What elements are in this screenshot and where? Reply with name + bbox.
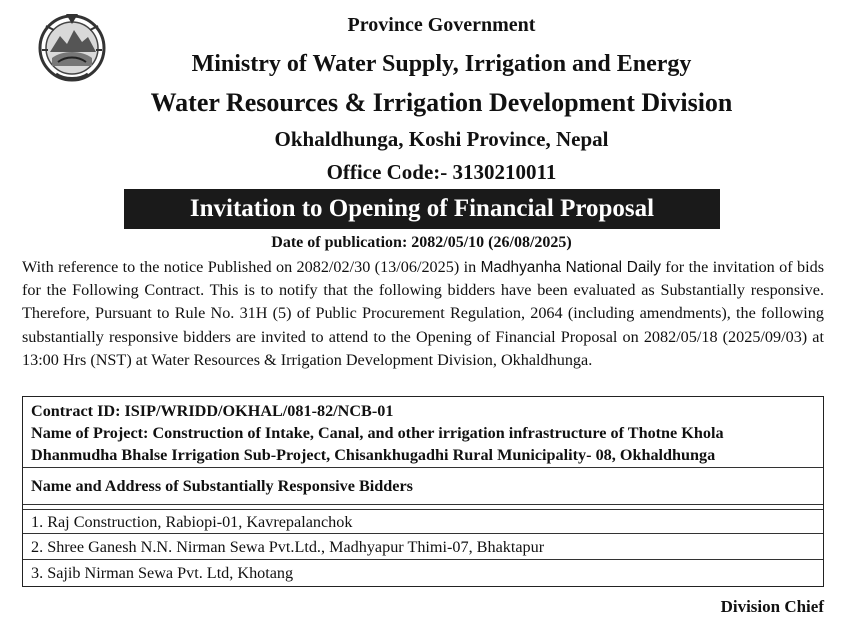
notice-body-part2: for the invitation of bids for the Following Contract. This is to notify that the following bidders have been evaluated as Substantially responsive. Therefore, Pursuant to Rule No. 31H (5) of Public Procurement Regulation, 2064 (including amendments), the following substantially responsive bidders are invited to attend to the Opening of Financial Proposal on 2082/05/18 (2025/09/03) at 13:00 Hrs (NST) at Water Resources & Irrigation Development Division, Okhaldhunga.: [22, 258, 829, 369]
signoff-division-chief: Division Chief: [720, 597, 824, 616]
division-heading: Water Resources & Irrigation Development Division: [150, 88, 733, 117]
location-heading: Okhaldhunga, Koshi Province, Nepal: [274, 127, 609, 151]
office-code: Office Code:- 3130210011: [326, 160, 557, 184]
bidders-heading: Name and Address of Substantially Responsive Bidders: [23, 468, 823, 505]
newspaper-name: Madhyanha National Daily: [480, 259, 661, 276]
contract-id: Contract ID: ISIP/WRIDD/OKHAL/081-82/NCB-01: [31, 402, 394, 420]
bidder-row: 2. Shree Ganesh N.N. Nirman Sewa Pvt.Ltd., Madhyapur Thimi-07, Bhaktapur: [23, 534, 823, 560]
ministry-heading: Ministry of Water Supply, Irrigation and Energy: [191, 51, 692, 77]
project-name-line2: Dhanmudha Bhalse Irrigation Sub-Project, Chisankhugadhi Rural Municipality- 08, Okhaldhunga: [31, 446, 716, 464]
contract-info-row: [23, 397, 823, 468]
notice-body: [22, 256, 829, 372]
bidder-row: 3. Sajib Nirman Sewa Pvt. Ltd, Khotang: [31, 564, 294, 582]
province-government-heading: Province Government: [347, 14, 536, 36]
project-name-line1: Name of Project: Construction of Intake, Canal, and other irrigation infrastructure of Thotne Khola: [31, 424, 724, 442]
notice-title-banner: Invitation to Opening of Financial Proposal: [124, 189, 720, 229]
contract-table: [22, 396, 824, 587]
bidder-row: 1. Raj Construction, Rabiopi-01, Kavrepalanchok: [23, 509, 823, 534]
publication-date: Date of publication: 2082/05/10 (26/08/2025): [271, 234, 572, 251]
notice-body-part1: With reference to the notice Published on 2082/02/30 (13/06/2025) in: [22, 258, 481, 276]
